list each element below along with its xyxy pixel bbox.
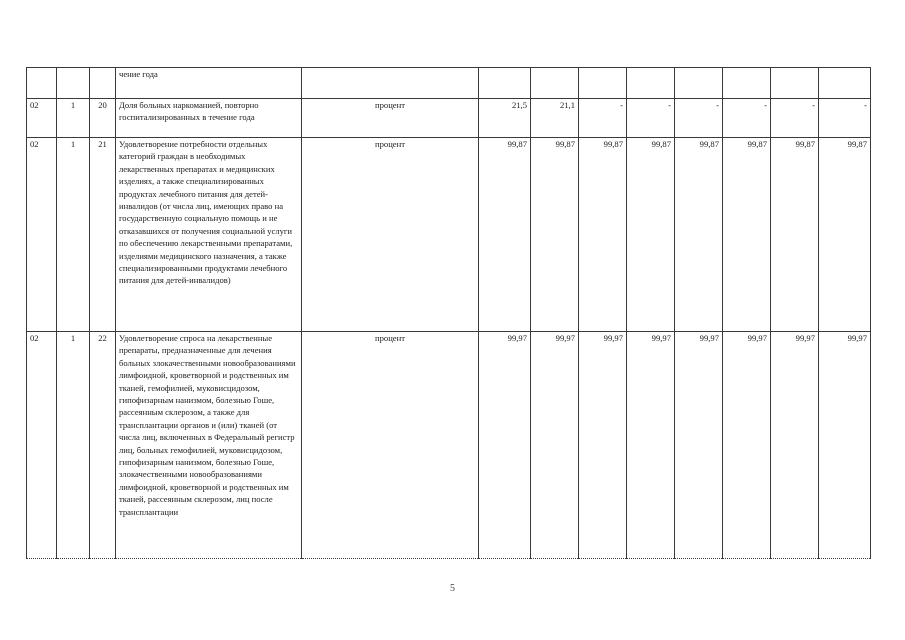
cell-value: 99,87	[723, 138, 771, 332]
cell-code-indicator: 20	[90, 99, 116, 138]
cell-code-subprogram	[57, 68, 90, 99]
cell-value: 99,97	[579, 332, 627, 559]
cell-unit	[302, 68, 479, 99]
cell-value	[675, 68, 723, 99]
cell-value: 21,5	[479, 99, 531, 138]
cell-value: 99,97	[675, 332, 723, 559]
cell-indicator-name: Удовлетворение потребности отдельных категорий граждан в необходимых лекарственных препаратах и медицинских изделиях, а также специализированных продуктах лечебного питания для детей-инвалидов (от числа лиц, имеющих право на государственную социальную помощь и не отказавшихся от получения социальной услуги по обеспечению лекарственными препаратами, изделиями медицинского назначения, а также специализированными продуктами лечебного питания для детей-инвалидов)	[116, 138, 302, 332]
cell-value	[627, 68, 675, 99]
cell-code-indicator: 22	[90, 332, 116, 559]
cell-value: 99,97	[627, 332, 675, 559]
cell-value: 99,87	[531, 138, 579, 332]
cell-value	[531, 68, 579, 99]
cell-indicator-name: Доля больных наркоманией, повторно госпитализированных в течение года	[116, 99, 302, 138]
cell-code-indicator	[90, 68, 116, 99]
cell-value: 99,87	[819, 138, 871, 332]
cell-value	[723, 68, 771, 99]
cell-value: 99,87	[579, 138, 627, 332]
cell-code-subprogram: 1	[57, 99, 90, 138]
cell-value: 99,97	[771, 332, 819, 559]
cell-unit: процент	[302, 332, 479, 559]
cell-value: -	[819, 99, 871, 138]
cell-unit: процент	[302, 138, 479, 332]
cell-code-program: 02	[27, 138, 57, 332]
cell-value: 99,97	[531, 332, 579, 559]
indicators-table	[26, 67, 871, 559]
cell-value: 99,87	[771, 138, 819, 332]
table-row	[27, 332, 871, 559]
cell-value: 99,97	[723, 332, 771, 559]
cell-code-subprogram: 1	[57, 138, 90, 332]
cell-value	[819, 68, 871, 99]
cell-value: 99,87	[627, 138, 675, 332]
cell-value: -	[771, 99, 819, 138]
table-row	[27, 138, 871, 332]
cell-indicator-name: чение года	[116, 68, 302, 99]
cell-value	[579, 68, 627, 99]
cell-code-indicator: 21	[90, 138, 116, 332]
table-row	[27, 68, 871, 99]
cell-value	[479, 68, 531, 99]
cell-value: 99,97	[479, 332, 531, 559]
cell-value: 99,87	[675, 138, 723, 332]
cell-indicator-name: Удовлетворение спроса на лекарственные препараты, предназначенные для лечения больных злокачественными новообразованиями лимфоидной, кроветворной и родственных им тканей, гемофилией, муковисцидозом, гипофизарным нанизмом, болезнью Гоше, рассеянным склерозом, а также для трансплантации органов и (или) тканей (от числа лиц, включенных в Федеральный регистр лиц, больных гемофилией, муковисцидозом, гипофизарным нанизмом, болезнью Гоше, злокачественными новообразованиями лимфоидной, кроветворной и родственных им тканей, рассеянным склерозом, лиц после трансплантации	[116, 332, 302, 559]
cell-code-program: 02	[27, 332, 57, 559]
cell-value: -	[627, 99, 675, 138]
cell-value: -	[579, 99, 627, 138]
cell-code-subprogram: 1	[57, 332, 90, 559]
cell-code-program: 02	[27, 99, 57, 138]
cell-code-program	[27, 68, 57, 99]
cell-value: 21,1	[531, 99, 579, 138]
page-number: 5	[450, 583, 455, 594]
cell-value: 99,87	[479, 138, 531, 332]
cell-value	[771, 68, 819, 99]
cell-unit: процент	[302, 99, 479, 138]
cell-value: -	[723, 99, 771, 138]
table-row	[27, 99, 871, 138]
cell-value: 99,97	[819, 332, 871, 559]
cell-value: -	[675, 99, 723, 138]
table-body	[27, 68, 871, 559]
